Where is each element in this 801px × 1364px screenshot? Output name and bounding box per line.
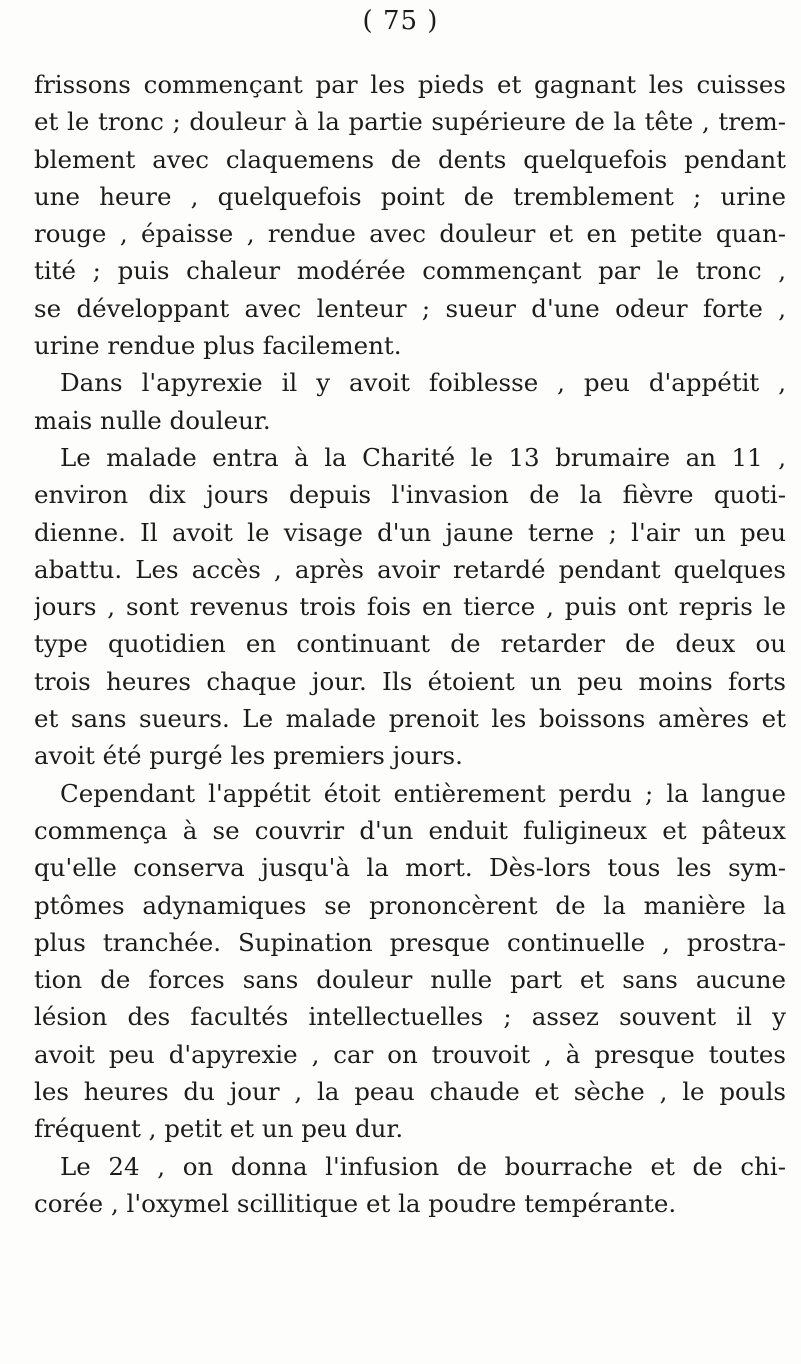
text-line: urine rendue plus facilement. xyxy=(34,331,402,361)
text-line: environ dix jours depuis l'invasion de la fièvre quoti- xyxy=(34,480,786,510)
text-line: tion de forces sans douleur nulle part et sans aucune xyxy=(34,965,786,995)
text-line: avoit peu d'apyrexie , car on trouvoit , à presque toutes xyxy=(34,1039,786,1069)
body-text xyxy=(34,66,786,1222)
text-line: type quotidien en continuant de retarder de deux ou xyxy=(34,629,786,659)
text-line: fréquent , petit et un peu dur. xyxy=(34,1114,404,1144)
text-line: avoit été purgé les premiers jours. xyxy=(34,741,463,771)
text-line: et le tronc ; douleur à la partie supérieure de la tête , trem- xyxy=(34,107,786,137)
text-line: se développant avec lenteur ; sueur d'une odeur forte , xyxy=(34,293,786,323)
text-line: plus tranchée. Supination presque continuelle , prostra- xyxy=(34,927,786,957)
text-line: Le 24 , on donna l'infusion de bourrache et de chi- xyxy=(60,1151,786,1181)
text-line: abattu. Les accès , après avoir retardé pendant quelques xyxy=(34,554,786,584)
text-line: ptômes adynamiques se prononcèrent de la manière la xyxy=(34,890,786,920)
text-line: et sans sueurs. Le malade prenoit les boissons amères et xyxy=(34,704,786,734)
text-line: rouge , épaisse , rendue avec douleur et en petite quan- xyxy=(34,219,786,249)
text-line: Le malade entra à la Charité le 13 brumaire an 11 , xyxy=(60,442,786,472)
text-line: qu'elle conserva jusqu'à la mort. Dès-lors tous les sym- xyxy=(34,853,786,883)
text-line: corée , l'oxymel scillitique et la poudre tempérante. xyxy=(34,1188,677,1218)
text-line: jours , sont revenus trois fois en tierce , puis ont repris le xyxy=(34,592,786,622)
text-line: dienne. Il avoit le visage d'un jaune terne ; l'air un peu xyxy=(34,517,786,547)
text-line: lésion des facultés intellectuelles ; assez souvent il y xyxy=(34,1002,786,1032)
text-line: frissons commençant par les pieds et gagnant les cuisses xyxy=(34,70,786,99)
text-line: les heures du jour , la peau chaude et sèche , le pouls xyxy=(34,1077,786,1107)
text-line: mais nulle douleur. xyxy=(34,405,271,435)
text-line: tité ; puis chaleur modérée commençant par le tronc , xyxy=(34,256,786,286)
text-line: Dans l'apyrexie il y avoit foiblesse , peu d'appétit , xyxy=(60,368,786,398)
text-line: une heure , quelquefois point de tremblement ; urine xyxy=(34,181,786,211)
text-line: Cependant l'appétit étoit entièrement perdu ; la langue xyxy=(60,778,786,808)
text-line: blement avec claquemens de dents quelquefois pendant xyxy=(34,144,786,174)
text-line: commença à se couvrir d'un enduit fuligineux et pâteux xyxy=(34,815,786,845)
page-number: ( 75 ) xyxy=(362,6,439,36)
text-line: trois heures chaque jour. Ils étoient un peu moins forts xyxy=(34,666,786,696)
